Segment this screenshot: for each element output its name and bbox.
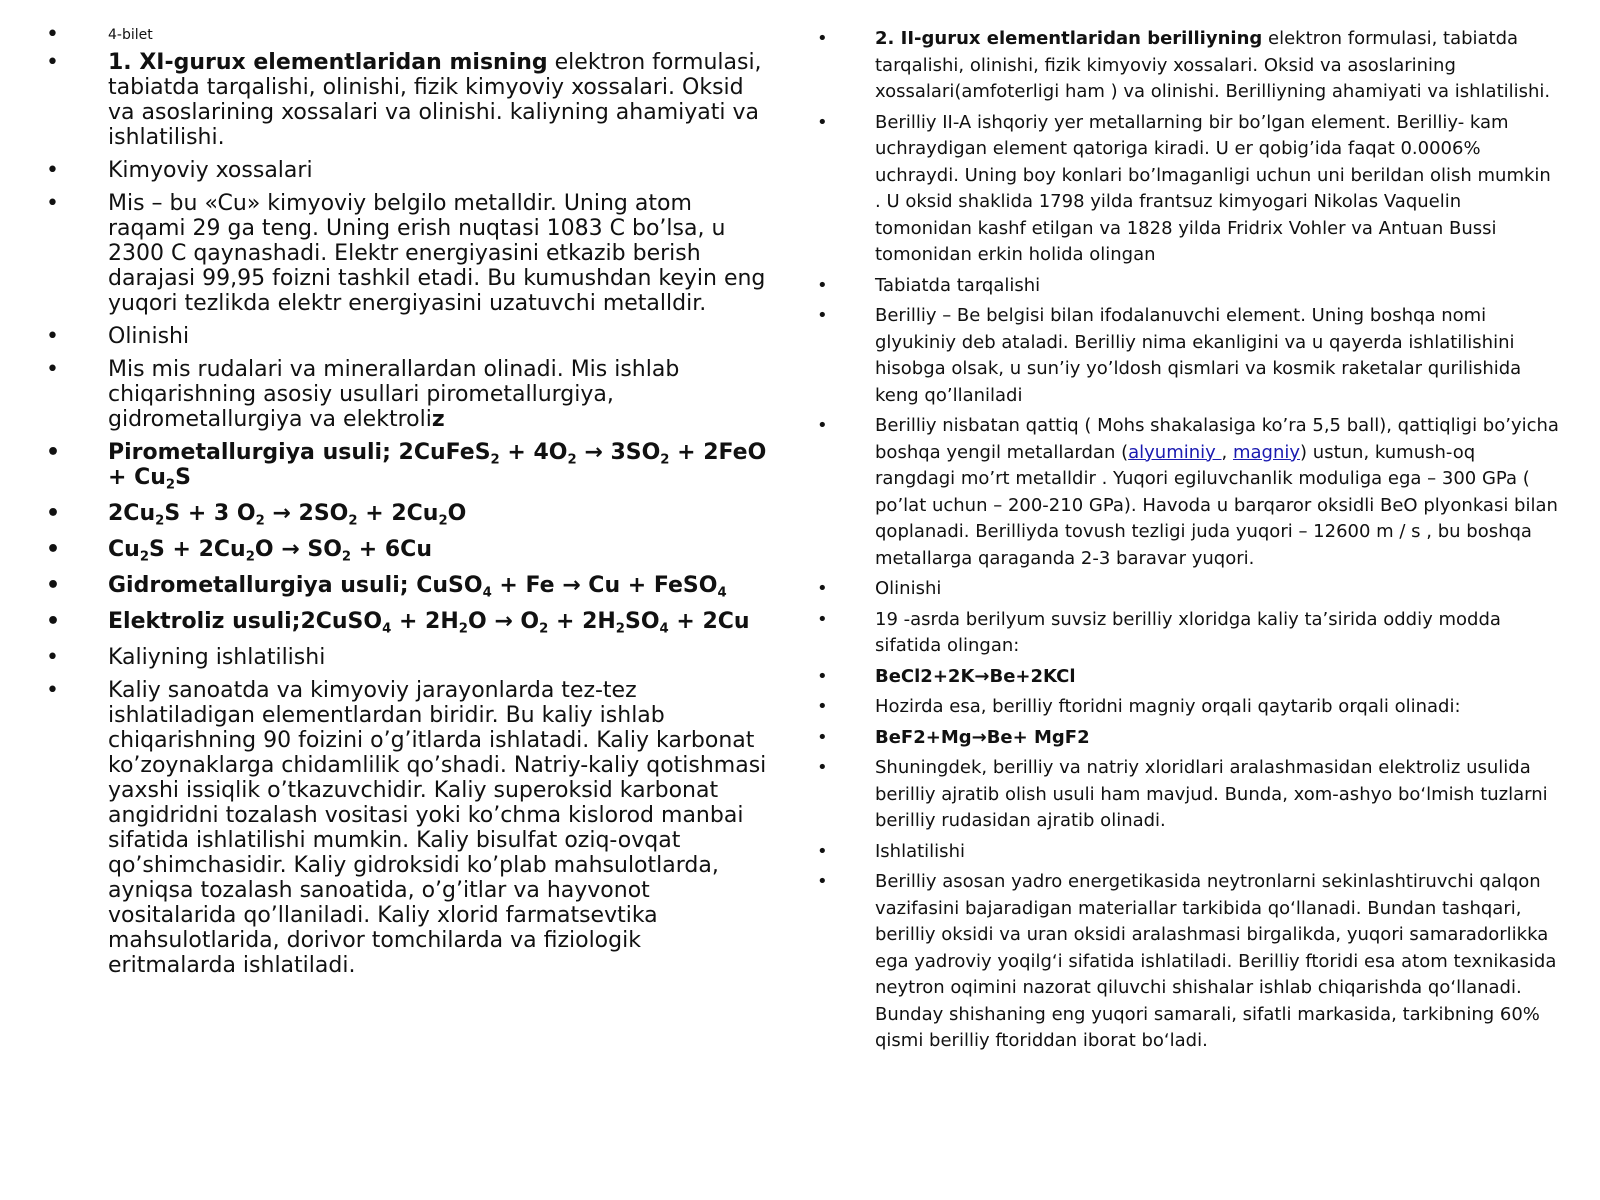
bullet-icon: • [817, 305, 828, 326]
formula-cu2s-oxidation: $2Cu_2S + 3$ $O_2 \to 2SO_2 + 2Cu_2O$ [108, 501, 467, 529]
bullet-icon: • [46, 645, 59, 670]
mis-paragraph: Mis – bu «Cu» kimyoviy belgilo metalldir. Uning atom raqami 29 ga teng. Uning erish nuqtasi 1083 C bo’lsa, u 2300 C qaynashadi. Elektr energiyasini etkazib berish darajasi 99,95 foizni tashkil etadi. Bu kumushdan keyin eng yuqori tezlikda elektr energiyasini uzatuvchi metalldir. [108, 191, 766, 316]
bullet-icon: • [817, 274, 828, 296]
ticket-label: 4-bilet [108, 27, 153, 43]
physical-text-b: ) ustun, kumush-oq rangdagi mo’rt metalldir . Yuqori egiluvchanlik moduliga ega – 300 GPa ( po’lat uchun – 200-210 GPa). Havoda u barqaror oksidli BeO plyonkasi bilan qoplanadi. Berilliyda tovush tezligi juda yuqori – 12600 m / s , bu boshqa metallarga qaraganda 2-3 baravar yuqori. [875, 441, 1558, 569]
bullet-icon: • [46, 573, 61, 598]
bullet-icon: • [46, 537, 61, 562]
ishlatilishi-paragraph: Berilliy asosan yadro energetikasida neytronlarni sekinlashtiruvchi qalqon vazifasini bajaradigan materiallar tarkibida qoʻllanadi. Bundan tashqari, berilliy oksidi va uran oksidi aralashmasi birgalikda, yuqori samaradorlikka ega yadroviy yoqilgʻi sifatida ishlatiladi. Berilliy ftoridi esa atom texnikasida neytron oqimini nazorat qiluvchi shishalar ishlab chiqarishda qoʻllanadi. Bunday shishaning eng yuqori samarali, sifatli markasida, tarkibning 60% qismi berilliy ftoriddan iborat boʻladi. [875, 871, 1557, 1051]
bullet-icon: • [817, 111, 828, 133]
bullet-icon: • [817, 757, 828, 778]
list-item-question-2 [815, 26, 1560, 106]
bullet-icon: • [46, 440, 61, 465]
list-item-formula-pyro [40, 440, 770, 493]
physical-text-a: Berilliy nisbatan qattiq ( Mohs shakalasiga ko’ra 5,5 ball), qattiqligi bo’yicha boshqa yengil metallardan ( [875, 415, 1559, 463]
ishlatilishi-heading: Ishlatilishi [875, 840, 965, 862]
right-column [815, 26, 1560, 1059]
bullet-icon: • [817, 665, 828, 687]
left-bullet-list [40, 22, 770, 978]
link-magniy[interactable]: magniy [1232, 441, 1301, 463]
bullet-icon: • [817, 696, 828, 717]
formula-cu-reduction: $Cu_2S + 2Cu_2O \to SO_2 + 6Cu$ [108, 537, 432, 565]
list-item-tabiat-heading [815, 273, 1560, 300]
equation-bef2: BeF2+Mg→Be+ MgF2 [875, 726, 1090, 748]
question-1-title: 1. XI-gurux elementlaridan misning [108, 50, 548, 75]
tabiat-paragraph: Berilliy – Be belgisi bilan ifodalanuvchi element. Uning boshqa nomi glyukiniy deb ataladi. Berilliy nima ekanligini va u qayerda ishlatilishini hisobga olsak, u sun’iy yo’ldosh qismlari va kosmik raketalar qurilishida keng qo’llaniladi [875, 305, 1522, 406]
list-item-formula-electro [40, 609, 770, 637]
chem-heading: Kimyoviy xossalari [108, 158, 313, 183]
formula-pyro: Pirometallurgiya usuli; 2CuFeS$_2$ + $4O_2 \to 3SO_2 + 2FeO + Cu_2S$ [108, 440, 767, 493]
kaliy-paragraph: Kaliy sanoatda va kimyoviy jarayonlarda tez-tez ishlatiladigan elementlardan biridir. Bu kaliy ishlab chiqarishning 90 foizini o’g’itlarda ishlatadi. Kaliy karbonat ko’zoynaklarga chidamlilik qo’shadi. Natriy-kaliy qotishmasi yaxshi issiqlik o’tkazuvchidir. Kaliy superoksid karbonat angidridni tozalash vositasi yoki ko’chma kislorod manbai sifatida ishlatilishi mumkin. Kaliy bisulfat oziq-ovqat qo’shimchasidir. Kaliy gidroksidi ko’plab mahsulotlarda, ayniqsa tozalash sanoatida, o’g’itlar va hayvonot vositalarida qo’llaniladi. Kaliy xlorid farmatsevtika mahsulotlarida, dorivor tomchilarda va fiziologik eritmalarda ishlatiladi. [108, 678, 767, 978]
bullet-icon: • [46, 191, 59, 216]
equation-becl2: BeCl2+2K→Be+2KCl [875, 665, 1076, 687]
bullet-icon: • [817, 871, 828, 892]
bullet-icon: • [817, 415, 828, 436]
list-item-olinishi-heading [815, 576, 1560, 603]
bullet-icon: • [817, 578, 828, 599]
bullet-icon: • [817, 608, 828, 630]
list-item-physical: • Berilliy nisbatan qattiq ( Mohs shakalasiga ko’ra 5,5 ball), qattiqligi bo’yicha boshqa yengil metallardan (alyuminiy , magniy) ustun, kumush-oq rangdagi mo’rt metalldir . Yuqori egiluvchanlik moduliga ega – 300 GPa ( po’lat uchun – 200-210 GPa). Havoda u barqaror oksidli BeO plyonkasi bilan qoplanadi. Berilliyda tovush tezligi juda yuqori – 12600 m / s , bu boshqa metallarga qaraganda 2-3 baravar yuqori. [817, 415, 1559, 569]
shuningdek-paragraph: Shuningdek, berilliy va natriy xloridlari aralashmasidan elektroliz usulida berilliy ajratib olish usuli ham mavjud. Bunda, xom-ashyo boʻlmish tuzlarni berilliy rudasidan ajratib olinadi. [875, 757, 1548, 831]
list-item-tabiat-text [815, 303, 1560, 409]
bullet-icon: • [46, 678, 59, 703]
bullet-icon: • [46, 22, 59, 47]
list-item-chem-heading [40, 158, 770, 183]
olinishi-paragraph-right: 19 -asrda berilyum suvsiz berilliy xloridga kaliy ta’sirida oddiy modda sifatida olingan: [875, 608, 1501, 656]
list-item-formula-hydro [40, 573, 770, 601]
question-2-text: elektron formulasi, tabiatda tarqalishi, olinishi, fizik kimyoviy xossalari. Oksid va asoslarining xossalari(amfoterligi ham ) va olinishi. Berilliyning ahamiyati va ishlatilishi. [875, 28, 1551, 102]
olinishi-paragraph-end: z [431, 407, 445, 432]
hozirda-paragraph: Hozirda esa, berilliy ftoridni magniy orqali qaytarib orqali olinadi: [875, 696, 1461, 717]
link-alyuminiy[interactable]: alyuminiy [1128, 441, 1222, 463]
list-item-intro [815, 110, 1560, 269]
olinishi-heading: Olinishi [108, 324, 190, 349]
bullet-icon: • [817, 840, 828, 862]
formula-hydro: Gidrometallurgiya usuli; CuSO$_4$ + Fe → Cu + FeSO$_4$ [108, 573, 727, 601]
kaliy-heading: Kaliyning ishlatilishi [108, 645, 326, 670]
olinishi-paragraph: Mis mis rudalari va minerallardan olinadi. Mis ishlab chiqarishning asosiy usullari pirometallurgiya, gidrometallurgiya va elektroli [108, 357, 680, 432]
list-item-kaliy-heading [40, 645, 770, 670]
list-item-mis-text [40, 191, 770, 316]
list-item-ishlatilishi-text [815, 869, 1560, 1055]
question-1-text: elektron formulasi, tabiatda tarqalishi, olinishi, fizik kimyoviy xossalari. Oksid va asoslarining xossalari va olinishi. kaliyning ahamiyati va ishlatilishi. [108, 50, 762, 150]
right-bullet-list [815, 26, 1560, 1055]
list-item-kaliy-text [40, 678, 770, 978]
olinishi-heading-right: Olinishi [875, 578, 942, 599]
bullet-icon: • [46, 50, 59, 75]
list-item-eq1 [815, 664, 1560, 691]
formula-electrolysis: Elektroliz usuli;2CuSO$_4$ + $2H_2O \to O_2 + 2H_2SO_4 + 2Cu$ [108, 609, 750, 637]
intro-paragraph: Berilliy II-A ishqoriy yer metallarning bir bo’lgan element. Berilliy- kam uchraydigan element qatoriga kiradi. U er qobig’ida faqat 0.0006% uchraydi. Uning boy konlari bo’lmaganligi uchun uni berildan olish mumkin . U oksid shaklida 1798 yilda frantsuz kimyogari Nikolas Vaquelin tomonidan kashf etilgan va 1828 yilda Fridrix Vohler va Antuan Bussi tomonidan erkin holida olingan [875, 111, 1551, 265]
bullet-icon: • [817, 726, 828, 748]
list-item-question-1 [40, 50, 770, 150]
bullet-icon: • [46, 357, 59, 382]
list-item-olinishi-text [40, 357, 770, 432]
tabiat-heading: Tabiatda tarqalishi [875, 274, 1041, 296]
bullet-icon: • [817, 28, 828, 49]
list-item-shuningdek [815, 755, 1560, 835]
list-item-ticket [40, 22, 770, 47]
list-item-formula-3 [40, 537, 770, 565]
list-item-formula-2 [40, 501, 770, 529]
bullet-icon: • [46, 501, 61, 526]
left-column [40, 22, 770, 986]
list-item-hozirda [815, 694, 1560, 721]
list-item-ishlatilishi-heading [815, 839, 1560, 866]
bullet-icon: • [46, 158, 59, 183]
bullet-icon: • [46, 609, 61, 634]
list-item-olinishi-text-right [815, 607, 1560, 660]
list-item-olinishi [40, 324, 770, 349]
list-item-eq2 [815, 725, 1560, 752]
question-2-title: 2. II-gurux elementlaridan berilliyning [875, 28, 1263, 49]
bullet-icon: • [46, 324, 59, 349]
